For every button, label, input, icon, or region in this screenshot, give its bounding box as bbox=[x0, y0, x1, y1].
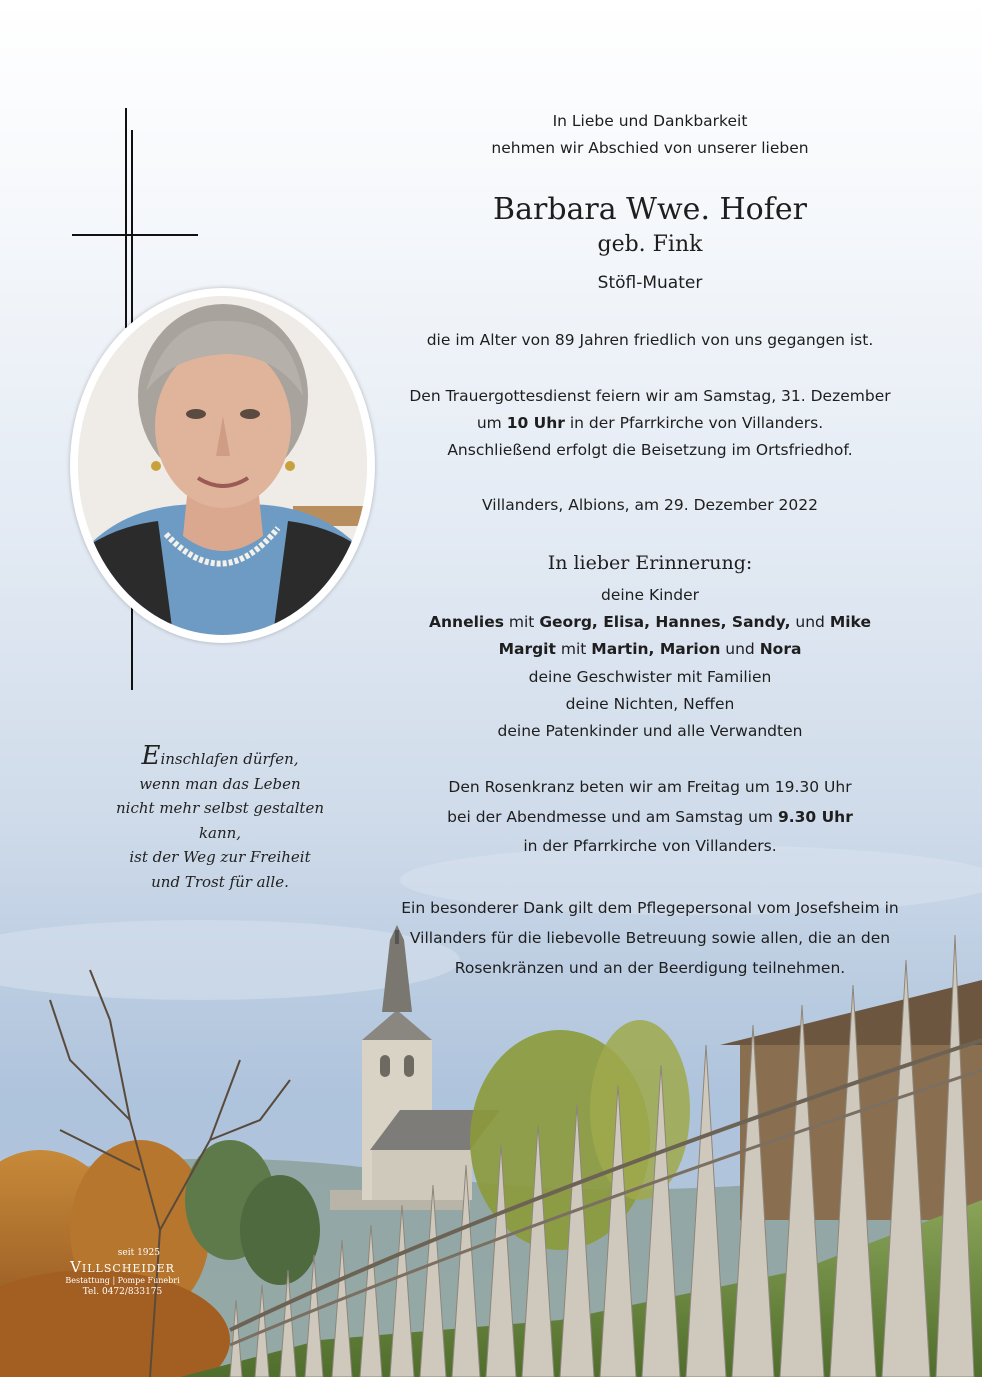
quote-line-4: ist der Weg zur Freiheit bbox=[129, 848, 311, 866]
quote-line-3: nicht mehr selbst gestalten kann, bbox=[116, 799, 324, 842]
funeral-home-logo bbox=[55, 1248, 190, 1297]
logo-subtitle: Bestattung | Pompe Funebri bbox=[65, 1276, 180, 1285]
thanks-line-3: Rosenkränzen und an der Beerdigung teilnehmen. bbox=[454, 959, 846, 977]
age-line: die im Alter von 89 Jahren friedlich von uns gegangen ist. bbox=[426, 331, 874, 349]
logo-phone: Tel. 0472/833175 bbox=[82, 1287, 163, 1297]
children-label: deine Kinder bbox=[600, 586, 699, 604]
service-line-2: um 10 Uhr in der Pfarrkirche von Villanders. bbox=[476, 414, 824, 432]
rosary-line-1: Den Rosenkranz beten wir am Freitag um 19.30 Uhr bbox=[448, 778, 852, 796]
quote-line-5: und Trost für alle. bbox=[151, 872, 289, 891]
portrait-photo bbox=[78, 296, 367, 635]
logo-brand: Villscheider bbox=[70, 1258, 175, 1276]
rosary-line-2: bei der Abendmesse und am Samstag um 9.30 Uhr bbox=[447, 808, 853, 826]
family-line-2: Margit mit Martin, Marion und Nora bbox=[498, 640, 802, 658]
deceased-name: Barbara Wwe. Hofer bbox=[493, 192, 807, 227]
place-date: Villanders, Albions, am 29. Dezember 2022 bbox=[482, 496, 818, 514]
family-line-1: Annelies mit Georg, Elisa, Hannes, Sandy, und Mike bbox=[429, 613, 871, 631]
cross-vertical-outer bbox=[125, 108, 127, 328]
memorial-quote bbox=[95, 741, 345, 894]
memory-heading: In lieber Erinnerung: bbox=[547, 552, 753, 574]
godchildren-line: deine Patenkinder und alle Verwandten bbox=[497, 722, 803, 740]
service-time: 10 Uhr bbox=[506, 414, 565, 432]
service-line-3: Anschließend erfolgt die Beisetzung im Ortsfriedhof. bbox=[447, 441, 853, 459]
deceased-maiden-name: geb. Fink bbox=[597, 232, 703, 257]
rosary-line-3: in der Pfarrkirche von Villanders. bbox=[523, 837, 777, 855]
intro-line-1: In Liebe und Dankbarkeit bbox=[552, 112, 748, 130]
nieces-line: deine Nichten, Neffen bbox=[565, 695, 735, 713]
thanks-line-2: Villanders für die liebevolle Betreuung sowie allen, die an den bbox=[409, 929, 891, 947]
intro-line-2: nehmen wir Abschied von unserer lieben bbox=[491, 139, 809, 157]
siblings-line: deine Geschwister mit Familien bbox=[528, 668, 772, 686]
service-line-1: Den Trauergottesdienst feiern wir am Samstag, 31. Dezember bbox=[409, 387, 891, 405]
quote-line-2: wenn man das Leben bbox=[139, 774, 301, 793]
deceased-nickname: Stöfl-Muater bbox=[597, 273, 703, 293]
rosary-time: 9.30 Uhr bbox=[777, 808, 853, 826]
quote-initial: E bbox=[141, 741, 161, 771]
quote-line-1: Einschlafen dürfen, bbox=[141, 741, 299, 771]
logo-since: seit 1925 bbox=[117, 1248, 160, 1258]
cross-horizontal bbox=[72, 234, 198, 236]
thanks-line-1: Ein besonderer Dank gilt dem Pflegepersonal vom Josefsheim in bbox=[401, 899, 899, 917]
